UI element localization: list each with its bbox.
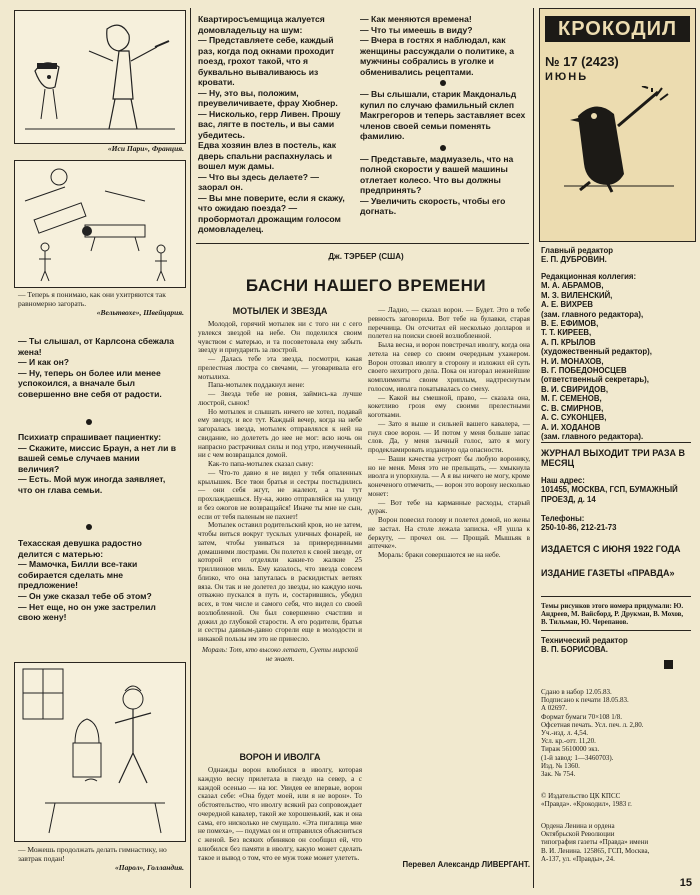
paragraph: Была весна, и ворон повстречал иволгу, когда она летела на север со своим очередным ухажером. Ворон отозвал иволгу в сторону и изложил ей суть своего нехитрого дела. Пока он изгорал нежнейшие комплименты своим хриплым, надтреснутым голосом, иволга покатывалась со смеху.	[368, 341, 530, 393]
fable2-text-continued	[368, 306, 530, 854]
print-line: А 02697.	[541, 704, 568, 713]
print-line: (1-й завод: 1—3460703).	[541, 753, 614, 762]
cartoon-source: «Парол», Голландия.	[115, 863, 184, 872]
cartoon-caption	[14, 144, 184, 153]
print-line: Сдано в набор 12.05.83.	[541, 688, 612, 696]
joke-line: — Он уже сказал тебе об этом?	[18, 590, 152, 601]
print-line: Изд. № 1360.	[541, 761, 580, 770]
fable2-title: ВОРОН И ИВОЛГА	[239, 752, 321, 762]
paragraph: Но мотылек и слышать ничего не хотел, подавай ему звезду, и все тут. Каждый вечер, когда на небе загоралась звезда, мотылек отправлялся к ней на свидание, но долететь до нее не мог: всю ночь он напрасно растрачивал силы и под утро, измученный, ни с чем возвращался домой.	[198, 407, 362, 460]
cartoon-beach	[14, 160, 186, 288]
editorial-board-label: Редакционная коллегия:	[541, 272, 637, 281]
chief-editor	[541, 246, 691, 265]
joke-line: — Вы слышали, старик Макдональд купил по случаю фамильный склеп Макгрегоров и теперь заставляет всех членов своей семьи поменять фамилию.	[360, 89, 526, 141]
board-member: (ответственный секретарь),	[541, 375, 649, 385]
crocodile-logo-icon	[560, 86, 680, 196]
joke-line: — Ты слышал, от Карлсона сбежала жена!	[18, 336, 174, 357]
masthead-rule	[541, 442, 691, 443]
board-member: А. П. КРЫЛОВ	[541, 337, 596, 347]
joke-line: — Нисколько, герр Ливен. Прошу вас, лягте в постель, и вы сами убедитесь.	[198, 108, 341, 140]
phones-block	[541, 514, 691, 533]
joke-line: — Представляете себе, каждый раз, когда под окнами проходит поезд, грохот такой, что я буквально вываливаюсь из кровати.	[198, 35, 335, 87]
board-member: (зам. главного редактора),	[541, 309, 644, 319]
board-member: (художественный редактор),	[541, 347, 652, 357]
paragraph: — Зато я выше и сильней вашего кавалера, — гнул свое ворон. — И потом у меня больше запас слов. Да, у меня зычный голос, зато я могу продекламировать изданную ода опасности.	[368, 419, 530, 454]
translator-credit: Перевел Александр ЛИВЕРГАНТ.	[402, 860, 530, 869]
paragraph: — Что-то давно я не видел у тебя опаленных крылышек. Все твои братья и сестры постыдились — они себя жгут, не жалеют, а ты тут прохлаждаешься. Ну-ка, живо отправляйся на улицу и без ожогов не возвращайся! Иначе ты мне не сын, если от тебя паленым не пахнет!	[198, 468, 362, 521]
separator-dot	[440, 145, 446, 151]
board-member: А. И. ХОДАНОВ	[541, 422, 601, 432]
joke-line: — И как он?	[18, 357, 70, 368]
paragraph: — Далась тебе эта звезда, посмотри, какая прелестная люстра со свечами, — уговаривала его мотылиха.	[198, 355, 362, 381]
fable1-title: МОТЫЛЕК И ЗВЕЗДА	[232, 306, 328, 316]
copyright-note: © Издательство ЦК КПСС «Правда». «Крокодил», 1983 г.	[541, 792, 632, 809]
fables-title: БАСНИ НАШЕГО ВРЕМЕНИ	[245, 276, 487, 295]
masthead-rule	[541, 596, 691, 597]
paragraph: Молодой, горячий мотылек ни с того ни с сего увлекся звездой на небе. Он поделился своим чувством с матерью, и та посоветовала ему забыть звезду и приударить за люстрой.	[198, 320, 362, 355]
paragraph: — Ладно, — сказал ворон. — Будет. Это в тебе ревность заговорила. Вот тебе на булавки, старая перечница. Он отсчитал ей несколько долларов и полетел на поиски своей возлюбленной.	[368, 306, 530, 341]
paragraph: Папа-мотылек поддакнул жене:	[208, 381, 305, 390]
joke-psychiatrist	[18, 432, 178, 496]
separator-dot	[86, 524, 92, 530]
separator-dot	[440, 80, 446, 86]
paragraph: — Какой вы смешной, право, — сказала она, кокетливо грозя ему своими прелестными коготками.	[368, 393, 530, 419]
print-line: Формат бумаги 70×108 1/8.	[541, 712, 622, 721]
joke-line: — Как меняются времена!	[360, 14, 472, 24]
joke-line: — Ну, это вы, положим, преувеличиваете, фрау Хюбнер.	[198, 87, 338, 108]
magazine-logo: КРОКОДИЛ	[545, 16, 690, 42]
print-info	[541, 688, 651, 778]
joke-line: Едва хозяин влез в постель, как дверь спальни распахнулась и вошел муж дамы.	[198, 140, 336, 171]
printing-house-note: Ордена Ленина и ордена Октябрьской Революции типография газеты «Правда» имени В. И. Ленина. 125865, ГСП, Москва, А-137, ул. «Правды», 24.	[541, 822, 650, 863]
joke-line: Техасская девушка радостно делится с матерью:	[18, 538, 142, 559]
page-number: 15	[679, 877, 692, 889]
cartoon-waiter	[14, 10, 186, 144]
board-member: М. Г. СЕМЕНОВ,	[541, 394, 602, 404]
print-line: Офсетная печать. Усл. печ. л. 2,80. Уч.-изд. л. 4,54.	[541, 720, 644, 738]
cartoon-caption	[18, 845, 184, 872]
board-member: Т. Т. КИРЕЕВ,	[541, 328, 592, 338]
cartoon-caption	[18, 290, 184, 317]
cartoon-waiter-drawing	[15, 11, 185, 143]
board-member: С. В. СМИРНОВ,	[541, 403, 604, 413]
chief-editor-name: Е. П. ДУБРОВИН.	[541, 255, 607, 265]
column-rule	[533, 8, 534, 888]
section-rule	[196, 243, 529, 244]
cartoon-beach-drawing	[15, 161, 185, 287]
board-member: А. Е. ВИХРЕВ	[541, 300, 593, 310]
joke-line: — Есть. Мой муж иногда заявляет, что он глава семьи.	[18, 474, 166, 495]
board-member: В. Г. ПОБЕДОНОСЦЕВ	[541, 366, 627, 376]
tech-editor-name: В. П. БОРИСОВА.	[541, 645, 608, 655]
paragraph: Мораль: браки совершаются не на небе.	[378, 551, 501, 559]
cartoon-caption-text: — Можешь продолжать делать гимнастику, но завтрак подан!	[18, 845, 167, 863]
joke-line: Психиатр спрашивает пациентку:	[18, 432, 162, 442]
moral: Мораль: Тот, кто высоко летает, Суеты мирской не знает.	[202, 645, 358, 663]
joke-line: Квартиросъемщица жалуется домовладельцу на шум:	[198, 14, 325, 35]
paragraph: Ворон повесил голову и полетел домой, но жены не застал. На столе лежала записка. «Я ушла к беркуту, — прочел он. — Прощай. Мышьяк в аптечке».	[368, 516, 530, 551]
fable1-text	[198, 320, 362, 746]
joke-line: — Нет еще, но он уже застрелил свою жену!	[18, 601, 156, 623]
board-member: М. З. ВИЛЕНСКИЙ,	[541, 290, 613, 300]
issue-number: № 17 (2423)	[545, 54, 619, 69]
fables-author: Дж. ТЭРБЕР (США)	[328, 252, 404, 261]
joke-line: — Скажите, миссис Браун, а нет ли в вашей семье случаев мании величия?	[18, 442, 177, 474]
paragraph: Однажды ворон влюбился в иволгу, которая каждую весну прилетала в гнездо на север, а с каждой осенью — на юг. Увидев ее впервые, ворон сказал себе: «Она будет моей, или я не ворон». То обстоятельство, что иволгу всякий раз сопровождает очередной кавалер, такой же хорошенький, как и она сама, его нисколько не смущало. «Эта пигалица мне не помеха», — подумал он и отправился объясниться с женой. Без всяких обиняков он сообщил ей, что влюбился без памяти в иволгу, какую может сделать такое и вывод о том, что ее муж тоже может улететь.	[198, 766, 362, 862]
column-rule	[190, 8, 191, 888]
joke-line: — Ну, теперь он более или менее успокоился, а вначале был совершенно вне себя от радости.	[18, 367, 162, 399]
print-line: Тираж 5610000 экз.	[541, 745, 600, 754]
since-note: ИЗДАЕТСЯ С ИЮНЯ 1922 ГОДА	[541, 544, 681, 554]
joke-line: — Что вы здесь делаете? — заорал он.	[198, 171, 319, 192]
issue-month: ИЮНЬ	[545, 71, 589, 83]
board-member: Н. И. МОНАХОВ,	[541, 356, 604, 366]
joke-landlord	[198, 14, 348, 235]
cartoon-caption-text: — Теперь я понимаю, как они ухитряются так равномерно загорать.	[18, 290, 166, 308]
publisher-note: ИЗДАНИЕ ГАЗЕТЫ «ПРАВДА»	[541, 568, 675, 578]
themes-credit: Темы рисунков этого номера придумали: Ю. Андреев, М. Вайсборд, Р. Друкман, В. Мохов, В. Тильман, Ю. Черепанов.	[541, 602, 684, 627]
print-line: Усл. кр.-отт. 11,20.	[541, 737, 596, 746]
joke-line: — Представьте, мадмуазель, что на полной скорости у вашей машины отлетает колесо. Что вы должны предпринять?	[360, 153, 514, 195]
joke-line: — Мамочка, Билли все-таки собирается сделать мне предложение!	[18, 559, 138, 591]
tech-editor-label: Технический редактор	[541, 636, 628, 645]
board-member: В. Е. ЕФИМОВ,	[541, 319, 599, 329]
board-member: В. И. СВИРИДОВ,	[541, 384, 608, 394]
board-member: (зам. главного редактора).	[541, 431, 644, 441]
chief-editor-label: Главный редактор	[541, 246, 613, 255]
joke-line: — Вы мне поверите, если я скажу, что ожидаю поезда? — пробормотал дрожащим голосом домовладелец.	[198, 192, 345, 234]
joke-line: — Вчера в гостях я наблюдал, как женщины рассуждали о политике, а мужчины собрались в уголке и обменивались рецептами.	[360, 35, 515, 77]
joke-line: — Увеличить скорость, чтобы его догнать.	[360, 195, 506, 216]
paragraph: Мотылек оставил родительский кров, но не затем, чтобы виться вокруг тусклых уличных фонарей, не затем, чтобы увиваться за приверединными домашними люстрами. Он полетел к своей звезде, от которой его отделяли какие-то жалкие 25 триллионов миль. Ему казалось, что звезда совсем близко, что она запуталась в раскидистых ветвях вяза. Он так и не долетел до звезды, но каждую ночь отважно пускался в путь и, состарившись, убедил всех, в том числе и самого себя, что видел со своей возлюбленной. Он был совершенно счастлив и дожил до глубокой старости. А его родители, братья и сестры давным-давно сгорели еще в молодости и никакой пользы им это не принесло.	[198, 521, 362, 643]
phones-label: Телефоны:	[541, 514, 585, 523]
cartoon-source: «Вельтвохе», Швейцария.	[96, 308, 184, 317]
paragraph: Как-то папа-мотылек сказал сыну:	[208, 460, 314, 468]
fable2-text-start	[198, 766, 362, 888]
cartoon-breakfast-drawing	[15, 663, 185, 841]
joke-texas	[18, 538, 178, 623]
tech-editor	[541, 636, 691, 655]
address-text: 101455, МОСКВА, ГСП, БУМАЖНЫЙ ПРОЕЗД, д. 14	[541, 485, 678, 504]
board-member: А. С. СУКОНЦЕВ,	[541, 413, 607, 423]
joke-karlson	[18, 336, 178, 400]
paragraph: — Вот тебе на карманные расходы, старый дурак.	[368, 498, 530, 516]
editorial-board	[541, 272, 691, 441]
print-line: Подписано к печати 18.05.83.	[541, 696, 629, 705]
frequency-note: ЖУРНАЛ ВЫХОДИТ ТРИ РАЗА В МЕСЯЦ	[541, 448, 686, 468]
paragraph: — Ваши качества устроят бы любую воронику, но не меня. Меня это не прельщать, — хмыкнула иволга и упорхнула. — А я вы ничего не могу, кроме конеченого отмечить, — ворон это ворону несколько монет:	[368, 454, 530, 498]
phones-text: 250-10-86, 212-21-73	[541, 523, 617, 533]
separator-dot	[86, 419, 92, 425]
joke-line: — Что ты имеешь в виду?	[360, 24, 473, 35]
masthead-rule	[541, 630, 691, 631]
address-block	[541, 476, 691, 504]
joke-times	[360, 14, 528, 217]
cartoon-source: «Иси Пари», Франция.	[107, 144, 184, 153]
paragraph: — Звезда тебе не ровня, займись-ка лучше люстрой, сынок!	[198, 390, 362, 407]
board-member: М. А. АБРАМОВ,	[541, 281, 604, 291]
print-line: Зак. № 754.	[541, 770, 576, 779]
print-mark	[664, 660, 673, 669]
address-label: Наш адрес:	[541, 476, 585, 485]
cartoon-breakfast	[14, 662, 186, 842]
